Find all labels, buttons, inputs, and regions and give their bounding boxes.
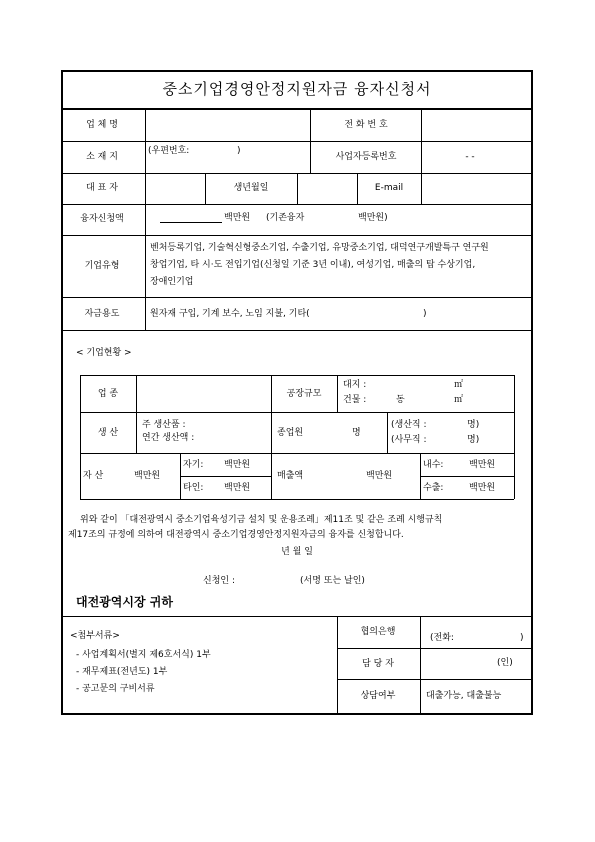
addressee: 대전광역시장 귀하 (76, 595, 173, 609)
business-number-label: 사업자등록번호 (335, 152, 397, 162)
borrowed-capital-unit: 백만원 (224, 483, 251, 493)
production-staff-label: (생산직 : (391, 420, 427, 430)
attachment-item: - 재무제표(전년도) 1부 (76, 667, 168, 677)
company-name-field[interactable] (147, 110, 308, 140)
company-type-option-line[interactable]: 장애인기업 (150, 277, 194, 287)
export-sales-unit: 백만원 (469, 483, 496, 493)
company-status-header: < 기업현황 > (76, 348, 132, 358)
consulting-bank-phone[interactable]: (전화: (430, 633, 454, 643)
birthdate-label: 생년월일 (233, 183, 269, 193)
representative-field[interactable] (147, 175, 204, 203)
frame-left (61, 70, 63, 715)
fund-use-close: ) (423, 309, 427, 319)
loan-amount-underline[interactable] (160, 222, 222, 223)
borrowed-capital-label: 타인: (183, 483, 204, 493)
office-staff-label: (사무직 : (391, 435, 427, 445)
existing-loan-unit: 백만원) (358, 213, 388, 223)
building-unit: ㎡ (454, 395, 464, 405)
loan-amount-label: 융자신청액 (80, 214, 124, 224)
frame-right (531, 70, 533, 715)
consultation-label: 상담여부 (360, 691, 396, 701)
statement-line: 제17조의 규정에 의하여 대전광역시 중소기업경영안정지원자금의 융자를 신청합니다. (68, 530, 404, 540)
industry-label: 업 종 (97, 389, 119, 399)
industry-field[interactable] (138, 377, 269, 411)
attachments-title: <첨부서류> (70, 631, 120, 641)
signature-field[interactable]: (서명 또는 날인) (300, 576, 365, 586)
business-number-field[interactable]: - - (465, 152, 475, 162)
employees-unit: 명 (352, 428, 361, 438)
main-product-label: 주 생산품 : (142, 420, 186, 430)
email-field[interactable] (423, 175, 529, 203)
assets-unit: 백만원 (134, 471, 161, 481)
manager-seal[interactable]: (인) (497, 658, 513, 668)
postal-code-label: (우편번호: (148, 146, 190, 156)
representative-label: 대 표 자 (86, 183, 118, 193)
own-capital-label: 자기: (183, 460, 204, 470)
production-label: 생 산 (97, 428, 119, 438)
email-label: E-mail (374, 183, 404, 193)
attachment-item: - 공고문의 구비서류 (76, 684, 155, 694)
office-staff-unit: 명) (467, 435, 480, 445)
company-type-label: 기업유형 (84, 261, 120, 271)
address-label: 소 재 지 (86, 152, 118, 162)
fund-use-label: 자금용도 (84, 309, 120, 319)
phone-label: 전 화 번 호 (344, 120, 388, 130)
production-staff-unit: 명) (467, 420, 480, 430)
sales-label: 매출액 (277, 471, 304, 481)
sales-unit: 백만원 (366, 471, 393, 481)
postal-code-close: ) (237, 146, 241, 156)
own-capital-unit: 백만원 (224, 460, 251, 470)
loan-amount-unit: 백만원 (224, 213, 251, 223)
consultation-result[interactable]: 대출가능, 대출불능 (426, 691, 502, 701)
address-field[interactable] (147, 143, 308, 172)
fund-use-options[interactable]: 원자재 구입, 기계 보수, 노임 지불, 기타( (150, 309, 310, 319)
consulting-bank-close: ) (520, 633, 524, 643)
statement-line: 위와 같이 「대전광역시 중소기업육성기금 설치 및 운용조례」제11조 및 같은 조례 시행규칙 (80, 515, 443, 525)
building-count-unit: 동 (396, 395, 405, 405)
assets-label: 자 산 (83, 471, 104, 481)
phone-field[interactable] (423, 110, 529, 140)
company-type-option-line[interactable]: 창업기업, 타 시·도 전입기업(신청일 기준 3년 이내), 여성기업, 매출의 탑 수상기업, (150, 260, 476, 270)
manager-label: 담 당 자 (362, 659, 394, 669)
export-sales-label: 수출: (423, 483, 444, 493)
applicant-label: 신청인 : (203, 576, 235, 586)
frame-bottom (61, 713, 533, 715)
frame-top (61, 70, 533, 72)
consulting-bank-label: 협의은행 (360, 627, 396, 637)
company-name-label: 업 체 명 (86, 120, 118, 130)
annual-output-label: 연간 생산액 : (142, 433, 195, 443)
domestic-sales-unit: 백만원 (469, 460, 496, 470)
domestic-sales-label: 내수: (423, 460, 444, 470)
birthdate-field[interactable] (299, 175, 356, 203)
company-type-option-line[interactable]: 벤처등록기업, 기술혁신형중소기업, 수출기업, 유망중소기업, 대덕연구개발특구 연구원 (150, 243, 489, 253)
attachment-item: - 사업계획서(별지 제6호서식) 1부 (76, 650, 211, 660)
application-date[interactable]: 년 월 일 (281, 547, 313, 557)
factory-size-label: 공장규모 (286, 389, 322, 399)
building-label: 건물 : (343, 395, 367, 405)
employees-label: 종업원 (277, 428, 304, 438)
land-label: 대지 : (343, 380, 367, 390)
existing-loan-label: (기존융자 (266, 213, 305, 223)
form-title: 중소기업경영안정지원자금 융자신청서 (162, 80, 432, 98)
land-unit: ㎡ (454, 380, 464, 390)
